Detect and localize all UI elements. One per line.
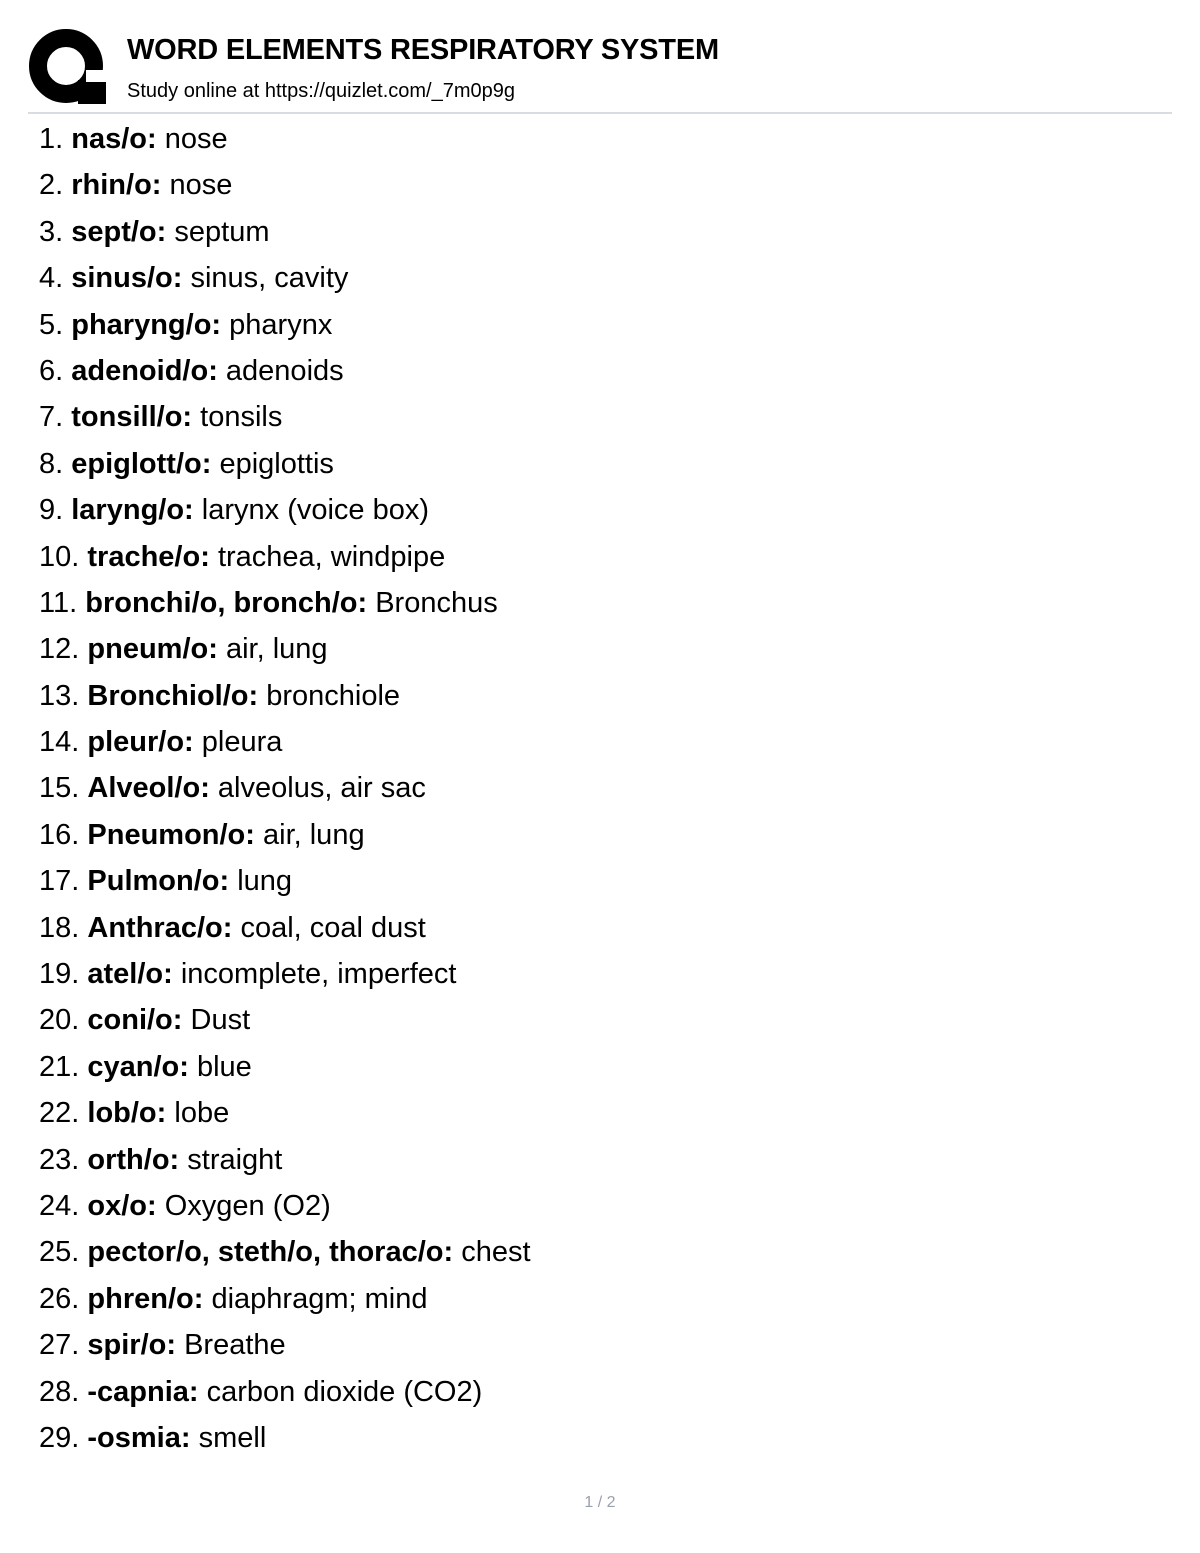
term-word: nas/o: xyxy=(71,123,157,155)
quizlet-q-logo-icon xyxy=(28,28,108,106)
term-item xyxy=(39,580,1139,626)
page-header xyxy=(0,0,1200,112)
term-item xyxy=(39,255,1139,301)
term-item xyxy=(39,1322,1139,1368)
term-word: adenoid/o: xyxy=(71,354,218,387)
term-definition: septum xyxy=(174,215,270,248)
term-definition: chest xyxy=(461,1236,531,1269)
term-number: 8. xyxy=(39,447,64,480)
term-number: 29. xyxy=(39,1421,80,1454)
term-item xyxy=(39,394,1139,440)
term-definition: sinus, cavity xyxy=(190,262,349,295)
term-definition: carbon dioxide (CO2) xyxy=(206,1375,483,1408)
term-item xyxy=(39,997,1139,1043)
term-word: bronchi/o, bronch/o: xyxy=(85,586,368,619)
term-definition: adenoids xyxy=(225,354,344,387)
term-definition: lung xyxy=(237,865,293,898)
term-item xyxy=(39,1276,1139,1322)
term-word: atel/o: xyxy=(87,958,173,991)
term-number: 10. xyxy=(39,540,80,573)
term-item xyxy=(39,116,1139,162)
term-number: 12. xyxy=(39,633,80,666)
term-word: Anthrac/o: xyxy=(87,911,233,944)
term-word: laryng/o: xyxy=(71,494,194,527)
term-number: 24. xyxy=(39,1189,80,1222)
term-word: trache/o: xyxy=(87,540,210,573)
term-word: cyan/o: xyxy=(87,1050,189,1083)
term-item xyxy=(39,162,1139,208)
term-number: 19. xyxy=(39,958,80,991)
term-word: sinus/o: xyxy=(71,262,183,295)
term-number: 11. xyxy=(39,586,78,619)
term-definition: alveolus, air sac xyxy=(217,772,426,805)
term-definition: epiglottis xyxy=(219,447,334,480)
terms-list xyxy=(39,116,1139,1461)
term-number: 18. xyxy=(39,911,80,944)
term-number: 26. xyxy=(39,1282,80,1315)
study-online-link[interactable]: Study online at https://quizlet.com/_7m0p9g xyxy=(127,80,516,102)
term-word: phren/o: xyxy=(87,1282,204,1315)
term-item xyxy=(39,905,1139,951)
term-item xyxy=(39,1090,1139,1136)
term-number: 25. xyxy=(39,1236,80,1269)
term-number: 9. xyxy=(39,494,64,527)
term-definition: nose xyxy=(164,123,228,155)
header-divider xyxy=(28,112,1172,114)
term-number: 16. xyxy=(39,818,80,851)
term-number: 1. xyxy=(39,123,64,155)
term-word: Pulmon/o: xyxy=(87,865,230,898)
term-word: spir/o: xyxy=(87,1329,177,1362)
term-definition: diaphragm; mind xyxy=(211,1282,428,1315)
term-definition: incomplete, imperfect xyxy=(180,958,457,991)
term-definition: blue xyxy=(196,1050,252,1083)
term-item xyxy=(39,626,1139,672)
term-number: 6. xyxy=(39,354,64,387)
term-definition: straight xyxy=(187,1143,283,1176)
term-word: pleur/o: xyxy=(87,726,194,759)
term-item xyxy=(39,1229,1139,1275)
term-number: 28. xyxy=(39,1375,80,1408)
term-definition: air, lung xyxy=(263,818,365,851)
term-definition: lobe xyxy=(174,1097,230,1130)
term-definition: air, lung xyxy=(225,633,328,666)
term-number: 27. xyxy=(39,1329,80,1362)
term-word: ox/o: xyxy=(87,1189,157,1222)
term-word: Pneumon/o: xyxy=(87,818,255,851)
term-number: 13. xyxy=(39,679,80,712)
term-item xyxy=(39,348,1139,394)
term-definition: pharynx xyxy=(229,308,333,341)
term-number: 21. xyxy=(39,1050,80,1083)
term-item xyxy=(39,1137,1139,1183)
term-word: orth/o: xyxy=(87,1143,180,1176)
term-item xyxy=(39,534,1139,580)
term-item xyxy=(39,1415,1139,1461)
term-definition: tonsils xyxy=(200,401,283,434)
term-item xyxy=(39,1183,1139,1229)
term-definition: trachea, windpipe xyxy=(217,540,446,573)
term-word: coni/o: xyxy=(87,1004,183,1037)
term-definition: Bronchus xyxy=(375,586,498,619)
term-item xyxy=(39,441,1139,487)
term-word: rhin/o: xyxy=(71,169,162,202)
term-item xyxy=(39,1369,1139,1415)
term-word: -osmia: xyxy=(87,1421,191,1454)
term-number: 3. xyxy=(39,215,64,248)
term-word: sept/o: xyxy=(71,215,167,248)
term-definition: larynx (voice box) xyxy=(201,494,430,527)
term-number: 7. xyxy=(39,401,64,434)
term-word: lob/o: xyxy=(87,1097,167,1130)
term-definition: nose xyxy=(169,169,233,202)
term-word: -capnia: xyxy=(87,1375,199,1408)
term-definition: Oxygen (O2) xyxy=(164,1189,331,1222)
term-number: 23. xyxy=(39,1143,80,1176)
term-item xyxy=(39,951,1139,997)
term-number: 5. xyxy=(39,308,64,341)
term-item xyxy=(39,1044,1139,1090)
term-item xyxy=(39,719,1139,765)
term-number: 4. xyxy=(39,262,64,295)
term-number: 15. xyxy=(39,772,80,805)
term-word: Alveol/o: xyxy=(87,772,210,805)
page-title: WORD ELEMENTS RESPIRATORY SYSTEM xyxy=(127,34,719,66)
term-item xyxy=(39,487,1139,533)
term-word: Bronchiol/o: xyxy=(87,679,259,712)
term-item xyxy=(39,812,1139,858)
term-definition: Breathe xyxy=(184,1329,286,1362)
term-word: epiglott/o: xyxy=(71,447,212,480)
term-item xyxy=(39,673,1139,719)
term-item xyxy=(39,765,1139,811)
term-word: pharyng/o: xyxy=(71,308,222,341)
term-item xyxy=(39,209,1139,255)
term-number: 14. xyxy=(39,726,80,759)
term-word: pneum/o: xyxy=(87,633,218,666)
term-definition: Dust xyxy=(190,1004,251,1037)
term-definition: bronchiole xyxy=(266,679,401,712)
term-number: 17. xyxy=(39,865,80,898)
term-definition: smell xyxy=(198,1421,267,1454)
term-number: 22. xyxy=(39,1097,80,1130)
term-item xyxy=(39,302,1139,348)
term-number: 2. xyxy=(39,169,64,202)
term-definition: coal, coal dust xyxy=(240,911,426,944)
term-number: 20. xyxy=(39,1004,80,1037)
term-definition: pleura xyxy=(201,726,283,759)
page-number: 1 / 2 xyxy=(584,1494,616,1511)
term-word: tonsill/o: xyxy=(71,401,193,434)
term-item xyxy=(39,858,1139,904)
term-word: pector/o, steth/o, thorac/o: xyxy=(87,1236,454,1269)
